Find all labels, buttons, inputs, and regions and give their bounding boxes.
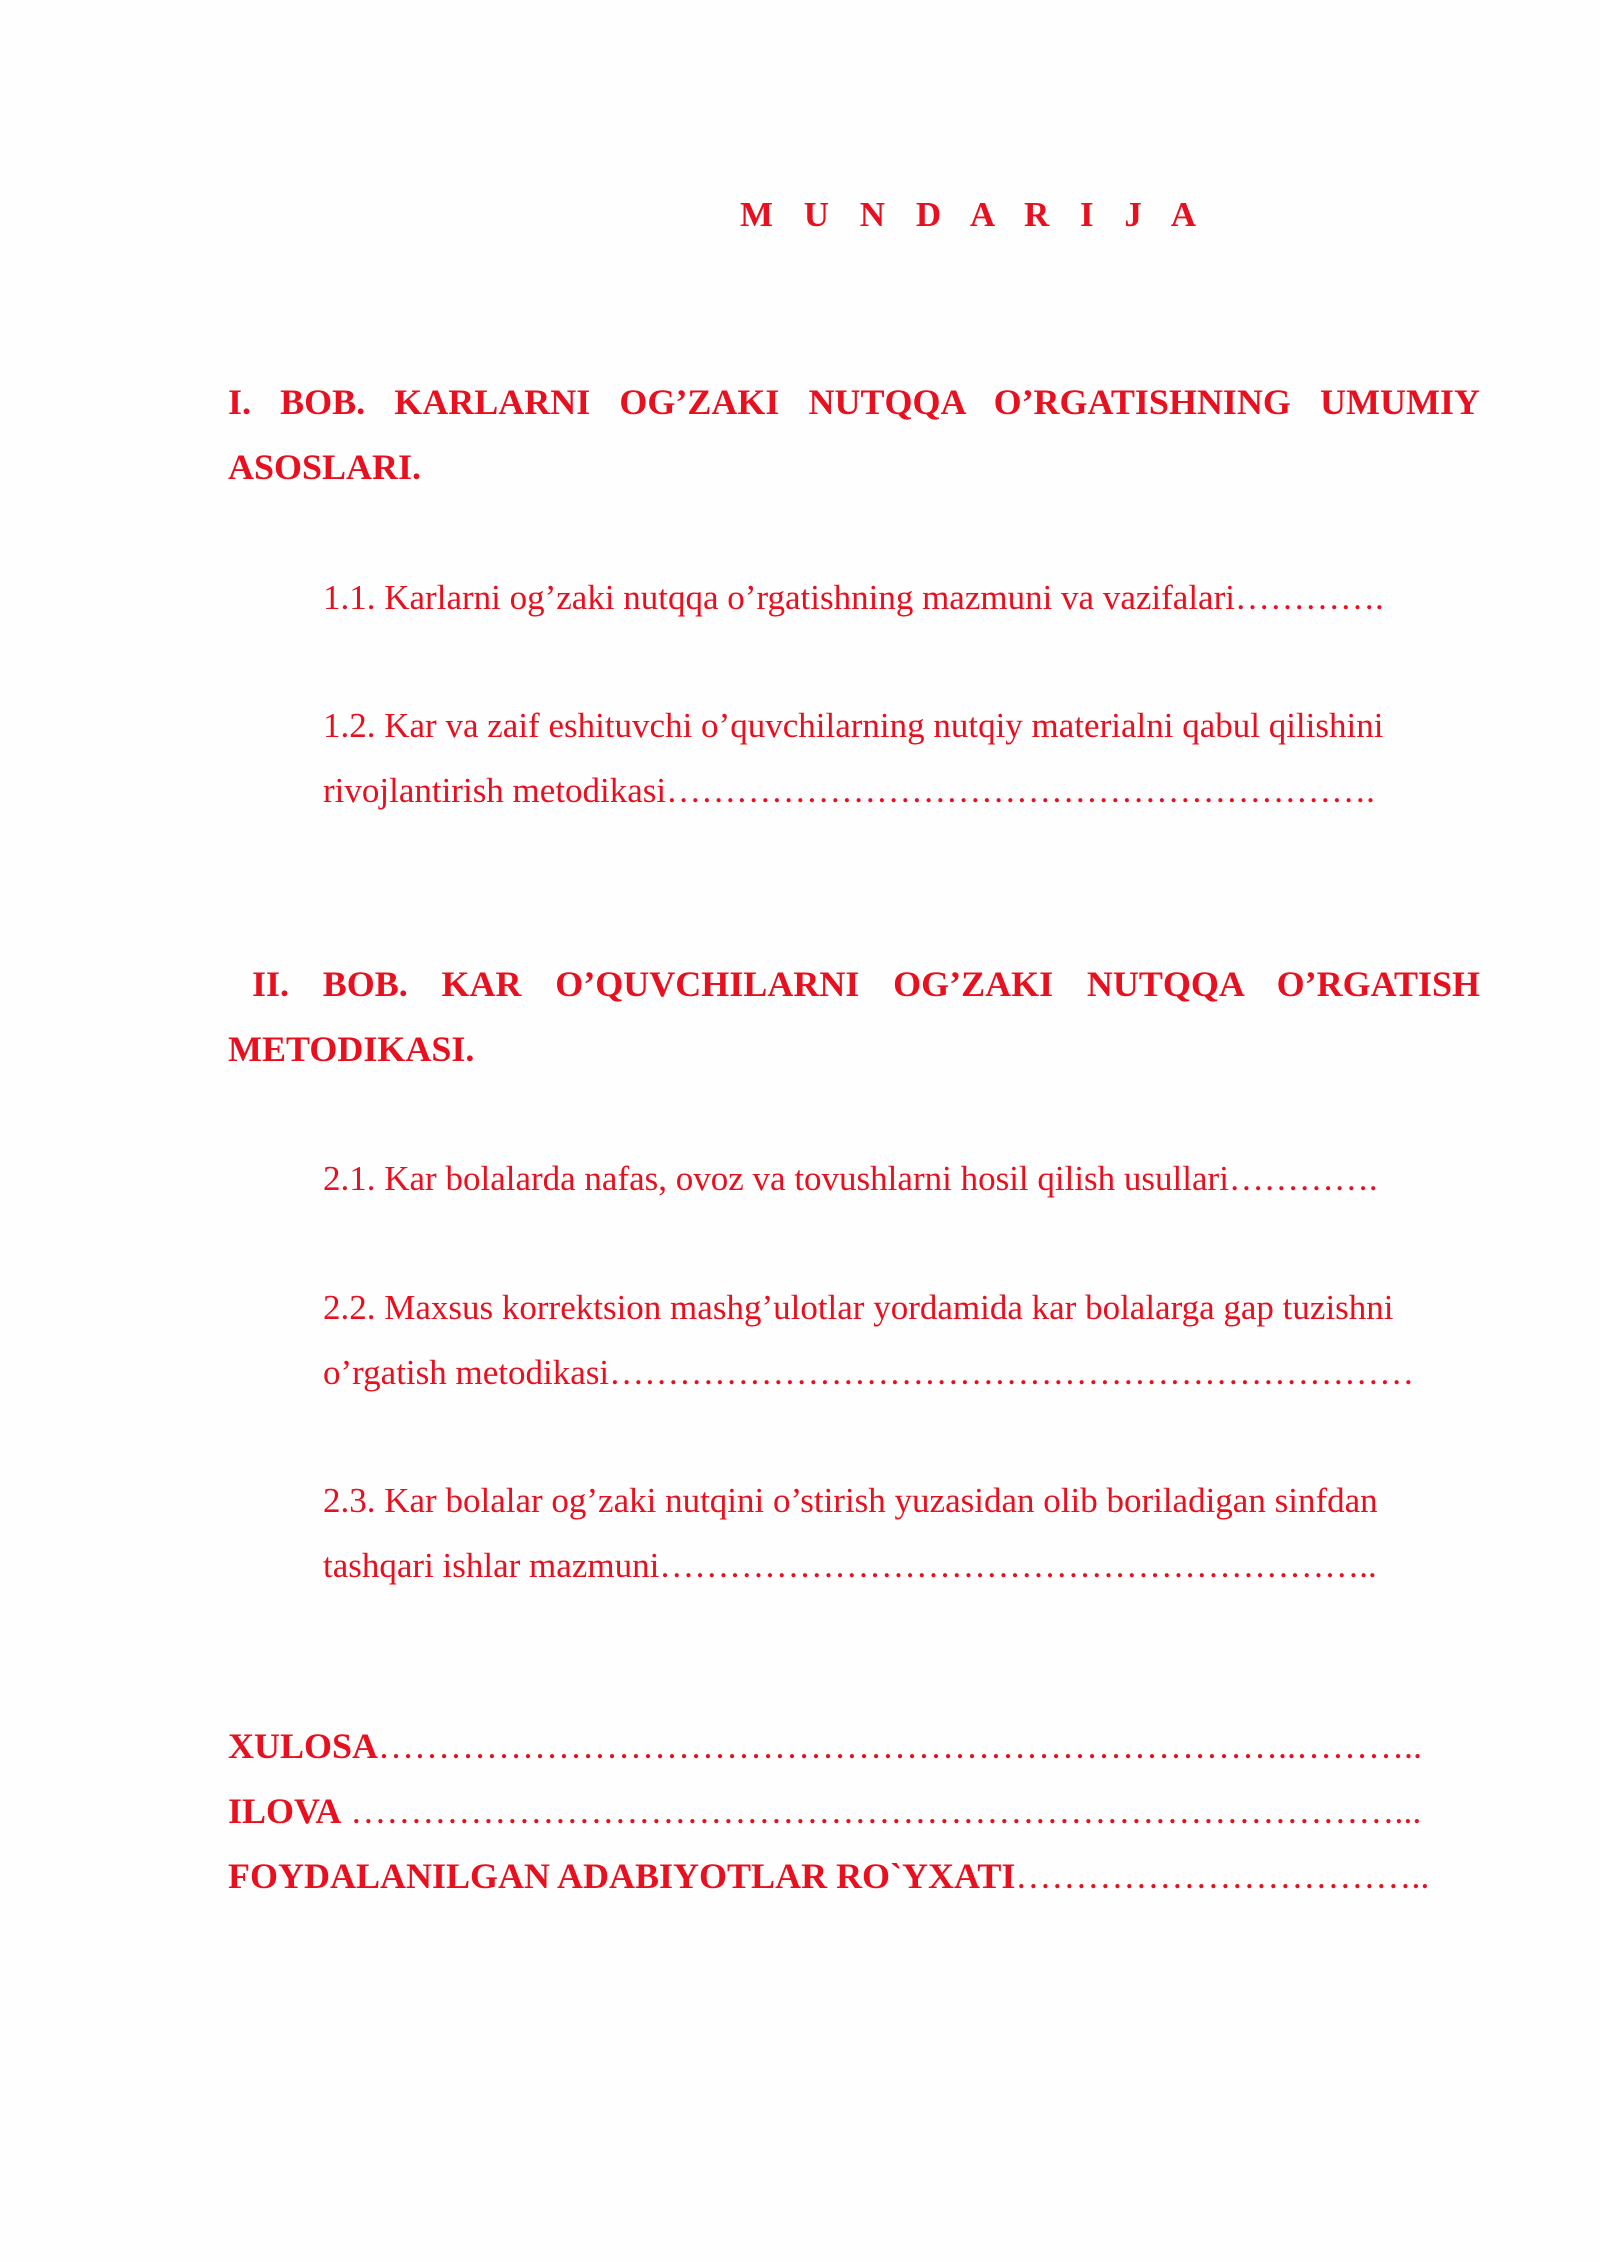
toc-entry-bibliography-dots: …………………………….. (1015, 1856, 1430, 1896)
chapter-1-line1: I. BOB. KARLARNI OG’ZAKI NUTQQA O’RGATISHNING UMUMIY (228, 382, 1480, 422)
toc-entry-conclusion-dots: …………………………………………………………………..……….. (378, 1726, 1423, 1766)
toc-entry-conclusion-label: XULOSA (228, 1726, 379, 1766)
chapter-2-line1: II. BOB. KAR O’QUVCHILARNI OG’ZAKI NUTQQA O’RGATISH (252, 964, 1480, 1004)
toc-entry-1-2-line2: rivojlantirish metodikasi……………………………………………………. (323, 771, 1375, 810)
toc-entry-appendix-label: ILOVA (228, 1791, 342, 1831)
contents-title: M U N D A R I J A (740, 195, 1208, 234)
toc-entry-2-3 (323, 1468, 1480, 1598)
toc-entry-appendix-dots: ……………………………………………………………………………... (341, 1791, 1422, 1831)
toc-entry-2-3-line2: tashqari ishlar mazmuni…………………………………………………….. (323, 1546, 1377, 1585)
toc-entry-2-2 (323, 1275, 1480, 1405)
toc-entry-2-2-line2: o’rgatish metodikasi…………………………………………………………… (323, 1353, 1415, 1392)
toc-entry-2-1 (323, 1146, 1480, 1211)
chapter-2-line2: METODIKASI. (228, 1029, 475, 1069)
toc-entry-2-3-line1: 2.3. Kar bolalar og’zaki nutqini o’stirish yuzasidan olib boriladigan sinfdan (323, 1481, 1378, 1520)
toc-entry-2-2-line1: 2.2. Maxsus korrektsion mashg’ulotlar yordamida kar bolalarga gap tuzishni (323, 1288, 1394, 1327)
toc-entry-1-1 (323, 565, 1480, 630)
chapter-1-heading (228, 370, 1480, 500)
toc-entry-1-2 (323, 693, 1480, 823)
toc-entry-bibliography (228, 1844, 1488, 1909)
toc-entry-bibliography-label: FOYDALANILGAN ADABIYOTLAR RO`YXATI (228, 1856, 1016, 1896)
toc-entry-2-1-text: 2.1. Kar bolalarda nafas, ovoz va tovushlarni hosil qilish usullari…………. (323, 1159, 1378, 1198)
toc-entry-1-2-line1: 1.2. Kar va zaif eshituvchi o’quvchilarning nutqiy materialni qabul qilishini (323, 706, 1384, 745)
toc-entry-appendix (228, 1779, 1488, 1844)
toc-entry-1-1-text: 1.1. Karlarni og’zaki nutqqa o’rgatishning mazmuni va vazifalari…………. (323, 578, 1384, 617)
chapter-2-heading (228, 952, 1480, 1082)
toc-entry-conclusion (228, 1714, 1488, 1779)
chapter-1-line2: ASOSLARI. (228, 447, 422, 487)
